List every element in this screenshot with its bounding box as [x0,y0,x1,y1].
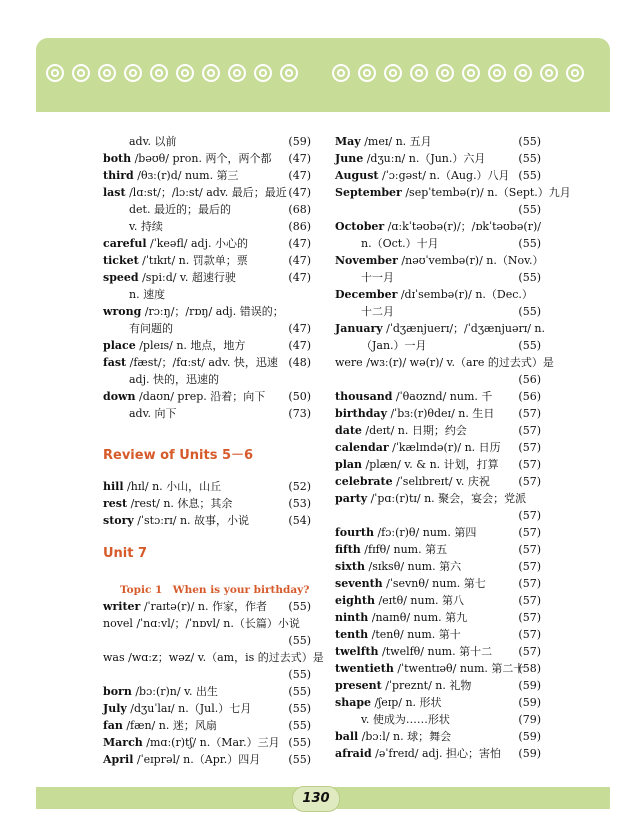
entry-page-ref: (59) [518,696,541,709]
glossary-entry [335,286,541,303]
entry-page-ref: (47) [288,237,311,250]
entry-text: calendar /ˈkælɪndə(r)/ n. 日历 [335,441,501,454]
entry-page-ref: (55) [288,600,311,613]
entry-text: November /nəʊˈvembə(r)/ n.（Nov.） [335,254,544,267]
ring-ornament [228,64,246,82]
entry-text: novel /ˈnɑːvl/；/ˈnɒvl/ n.（长篇）小说 [103,617,300,630]
entry-text: writer /ˈraɪtə(r)/ n. 作家，作者 [103,600,267,613]
entry-text: fourth /fɔː(r)θ/ num. 第四 [335,526,477,539]
glossary-entry [335,133,541,150]
glossary-entry [335,592,541,609]
glossary-entry [335,677,541,694]
glossary-entry [335,643,541,660]
glossary-entry [335,354,554,371]
entry-text: sixth /sɪksθ/ num. 第六 [335,560,462,573]
glossary-entry [335,439,541,456]
entry-page-ref: (47) [288,169,311,182]
glossary-entry [335,303,541,320]
entry-page-ref: (55) [288,685,311,698]
entry-page-ref: (73) [288,407,311,420]
entry-page-ref: (57) [518,458,541,471]
entry-page-ref: (48) [288,356,311,369]
glossary-entry [335,507,541,524]
glossary-entry [103,478,311,495]
glossary-entry [335,150,541,167]
entry-text: ninth /naɪnθ/ num. 第九 [335,611,468,624]
entry-text: September /sepˈtembə(r)/ n.（Sept.）九月 [335,186,571,199]
section-title-review: Review of Units 5－6 [103,448,254,463]
entry-page-ref: (86) [288,220,311,233]
entry-text: date /deɪt/ n. 日期；约会 [335,424,467,437]
glossary-entry [335,728,541,745]
entry-page-ref: (57) [518,560,541,573]
glossary-entry [103,598,311,615]
glossary-entry [103,734,311,751]
glossary-entry [103,405,311,422]
glossary-entry [103,751,311,768]
glossary-entry [335,711,541,728]
glossary-entry [103,150,311,167]
entry-page-ref: (55) [518,305,541,318]
entry-page-ref: (55) [288,753,311,766]
entry-page-ref: (55) [518,152,541,165]
entry-page-ref: (57) [518,424,541,437]
entry-text: n.（Oct.）十月 [361,237,439,250]
entry-text: twentieth /ˈtwentɪəθ/ num. 第二十 [335,662,525,675]
ring-ornament [410,64,428,82]
glossary-entry [103,371,311,388]
glossary-entry [335,371,541,388]
entry-text: fifth /fɪfθ/ num. 第五 [335,543,448,556]
glossary-entry [335,473,541,490]
glossary-entry [335,167,541,184]
entry-page-ref: (55) [518,237,541,250]
entry-text: eighth /eɪtθ/ num. 第八 [335,594,465,607]
entry-page-ref: (58) [518,662,541,675]
entry-page-ref: (55) [518,339,541,352]
entry-text: May /meɪ/ n. 五月 [335,135,432,148]
glossary-entry [103,337,311,354]
glossary-entry [335,524,541,541]
entry-text: birthday /ˈbɜː(r)θdeɪ/ n. 生日 [335,407,495,420]
entry-page-ref: (47) [288,254,311,267]
entry-text: seventh /ˈsevnθ/ num. 第七 [335,577,486,590]
entry-page-ref: (55) [518,203,541,216]
entry-page-ref: (55) [518,135,541,148]
glossary-entry [103,201,311,218]
entry-text: ticket /ˈtɪkɪt/ n. 罚款单；票 [103,254,248,267]
entry-text: ball /bɔːl/ n. 球；舞会 [335,730,452,743]
glossary-entry [103,133,311,150]
glossary-entry [103,700,311,717]
glossary-entry [103,184,311,201]
page-number: 130 [292,786,340,812]
ring-ornament [488,64,506,82]
ring-ornament [566,64,584,82]
entry-text: last /lɑːst/；/lɔːst/ adv. 最后；最近 [103,186,287,199]
entry-text: hill /hɪl/ n. 小山，山丘 [103,480,222,493]
glossary-entry [103,615,311,632]
glossary-entry [103,286,311,303]
entry-text: story /ˈstɔːrɪ/ n. 故事，小说 [103,514,250,527]
glossary-entry [335,626,541,643]
entry-text: speed /spiːd/ v. 超速行驶 [103,271,236,284]
glossary-entry [103,320,311,337]
glossary-entry [335,184,571,201]
glossary-entry [103,303,311,320]
entry-page-ref: (59) [518,747,541,760]
entry-page-ref: (57) [518,611,541,624]
glossary-entry [335,558,541,575]
entry-text: tenth /tenθ/ num. 第十 [335,628,461,641]
entry-text: shape /ʃeɪp/ n. 形状 [335,696,442,709]
entry-text: December /dɪˈsembə(r)/ n.（Dec.） [335,288,533,301]
entry-page-ref: (55) [288,736,311,749]
topic-title: Topic 1 When is your birthday? [120,584,310,596]
glossary-entry [103,512,311,529]
entry-page-ref: (68) [288,203,311,216]
glossary-entry [335,235,541,252]
entry-page-ref: (57) [518,407,541,420]
glossary-entry [335,405,541,422]
entry-text: born /bɔː(r)n/ v. 出生 [103,685,218,698]
entry-text: n. 速度 [129,288,166,301]
entry-text: v. 使成为……形状 [361,713,450,726]
entry-text: careful /ˈkeəfl/ adj. 小心的 [103,237,248,250]
entry-page-ref: (57) [518,441,541,454]
ring-ornament [124,64,142,82]
entry-text: celebrate /ˈselɪbreɪt/ v. 庆祝 [335,475,490,488]
ring-ornament [332,64,350,82]
glossary-entry [335,201,541,218]
entry-text: thousand /ˈθaʊznd/ num. 千 [335,390,493,403]
entry-page-ref: (47) [288,152,311,165]
ring-ornament [72,64,90,82]
glossary-column-left-a [103,133,311,422]
entry-text: adv. 向下 [129,407,177,420]
entry-page-ref: (56) [518,373,541,386]
entry-text: was /wɑːz；wəz/ v.（am，is 的过去式）是 [103,651,324,664]
glossary-entry [103,218,311,235]
glossary-column-right [335,133,571,762]
glossary-entry [103,666,311,683]
glossary-entry [335,490,541,507]
entry-text: August /ˈɔːgəst/ n.（Aug.）八月 [335,169,510,182]
entry-page-ref: (50) [288,390,311,403]
entry-page-ref: (57) [518,594,541,607]
glossary-entry [335,269,541,286]
entry-text: adv. 以前 [129,135,177,148]
entry-page-ref: (55) [288,668,311,681]
glossary-entry [335,320,546,337]
ring-ornament [384,64,402,82]
ring-ornament [462,64,480,82]
glossary-entry [103,495,311,512]
entry-text: present /ˈpreznt/ n. 礼物 [335,679,472,692]
entry-page-ref: (57) [518,577,541,590]
entry-page-ref: (57) [518,628,541,641]
glossary-entry [335,218,541,235]
entry-text: October /ɑːkˈtəʊbə(r)/；/ɒkˈtəʊbə(r)/ [335,220,541,233]
entry-page-ref: (59) [518,679,541,692]
glossary-entry [335,252,544,269]
glossary-entry [335,422,541,439]
glossary-entry [335,337,541,354]
entry-page-ref: (55) [518,271,541,284]
entry-page-ref: (57) [518,526,541,539]
entry-text: wrong /rɔːŋ/；/rɒŋ/ adj. 错误的； [103,305,284,318]
entry-text: fast /fæst/；/fɑːst/ adv. 快，迅速 [103,356,278,369]
entry-text: afraid /əˈfreɪd/ adj. 担心；害怕 [335,747,501,760]
entry-text: March /mɑː(r)tʃ/ n.（Mar.）三月 [103,736,280,749]
entry-text: twelfth /twelfθ/ num. 第十二 [335,645,493,658]
decorative-rings [36,58,610,94]
entry-text: down /daʊn/ prep. 沿着；向下 [103,390,266,403]
entry-text: June /dʒuːn/ n.（Jun.）六月 [335,152,486,165]
glossary-entry [335,609,541,626]
entry-text: April /ˈeɪprəl/ n.（Apr.）四月 [103,753,261,766]
entry-page-ref: (57) [518,543,541,556]
entry-text: fan /fæn/ n. 迷；风扇 [103,719,217,732]
entry-page-ref: (47) [288,271,311,284]
glossary-entry [335,388,541,405]
entry-text: third /θɜː(r)d/ num. 第三 [103,169,239,182]
glossary-entry [335,456,541,473]
glossary-entry [103,252,311,269]
entry-text: v. 持续 [129,220,163,233]
glossary-entry [335,575,541,592]
ring-ornament [46,64,64,82]
entry-page-ref: (53) [288,497,311,510]
entry-text: （Jan.）一月 [361,339,427,352]
entry-page-ref: (59) [518,730,541,743]
glossary-entry [335,694,541,711]
glossary-entry [103,354,311,371]
ring-ornament [254,64,272,82]
entry-page-ref: (55) [518,169,541,182]
entry-text: 十二月 [361,305,394,318]
glossary-entry [103,235,311,252]
entry-text: both /bəʊθ/ pron. 两个，两个都 [103,152,272,165]
entry-page-ref: (55) [288,702,311,715]
entry-text: plan /plæn/ v. & n. 计划，打算 [335,458,499,471]
entry-page-ref: (52) [288,480,311,493]
glossary-column-left-c [103,598,324,768]
glossary-entry [335,745,541,762]
entry-text: January /ˈdʒænjuerɪ/；/ˈdʒænjuərɪ/ n. [335,322,546,335]
ring-ornament [280,64,298,82]
glossary-entry [335,660,541,677]
glossary-entry [103,717,311,734]
entry-page-ref: (57) [518,645,541,658]
glossary-entry [103,649,324,666]
glossary-entry [335,541,541,558]
entry-text: party /ˈpɑː(r)tɪ/ n. 聚会，宴会；党派 [335,492,527,505]
entry-page-ref: (57) [518,475,541,488]
entry-text: 有问题的 [129,322,173,335]
entry-text: July /dʒuˈlaɪ/ n.（Jul.）七月 [103,702,252,715]
glossary-entry [103,683,311,700]
glossary-entry [103,167,311,184]
entry-text: adj. 快的，迅速的 [129,373,220,386]
ring-ornament [150,64,168,82]
entry-text: 十一月 [361,271,394,284]
entry-text: were /wɜː(r)/ wə(r)/ v.（are 的过去式）是 [335,356,554,369]
entry-page-ref: (59) [288,135,311,148]
entry-page-ref: (47) [288,339,311,352]
glossary-entry [103,632,311,649]
ring-ornament [176,64,194,82]
entry-page-ref: (55) [288,719,311,732]
ring-ornament [514,64,532,82]
glossary-entry [103,269,311,286]
ring-ornament [540,64,558,82]
glossary-entry [103,388,311,405]
ring-ornament [436,64,454,82]
entry-text: place /pleɪs/ n. 地点，地方 [103,339,246,352]
section-title-unit: Unit 7 [103,546,148,561]
entry-text: det. 最近的；最后的 [129,203,231,216]
entry-page-ref: (54) [288,514,311,527]
entry-page-ref: (56) [518,390,541,403]
entry-text: rest /rest/ n. 休息；其余 [103,497,233,510]
ring-ornament [358,64,376,82]
entry-page-ref: (47) [288,186,311,199]
entry-page-ref: (79) [518,713,541,726]
entry-page-ref: (55) [288,634,311,647]
entry-page-ref: (57) [518,509,541,522]
ring-ornament [98,64,116,82]
entry-page-ref: (47) [288,322,311,335]
glossary-column-left-b [103,478,311,529]
ring-ornament [202,64,220,82]
